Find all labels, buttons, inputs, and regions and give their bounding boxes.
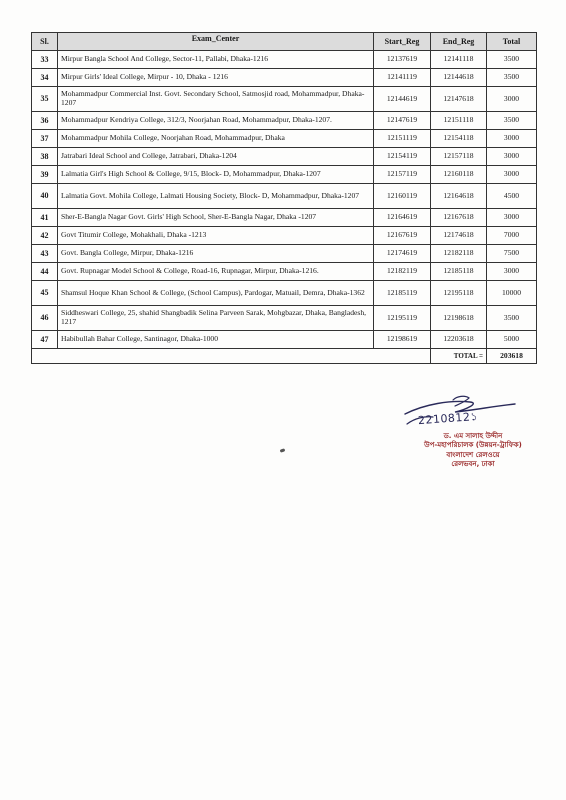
row-end-reg: 12185118: [431, 263, 487, 281]
row-exam-center: Mohammadpur Mohila College, Noorjahan Road, Mohammadpur, Dhaka: [58, 130, 374, 148]
row-end-reg: 12144618: [431, 69, 487, 87]
row-exam-center: Mirpur Bangla School And College, Sector-11, Pallabi, Dhaka-1216: [58, 51, 374, 69]
row-start-reg: 12195119: [374, 306, 431, 331]
row-total: 3500: [487, 51, 537, 69]
official-stamp: [408, 432, 538, 470]
total-spacer: [32, 349, 431, 364]
row-total: 3500: [487, 69, 537, 87]
row-sl: 39: [32, 166, 58, 184]
row-start-reg: 12185119: [374, 281, 431, 306]
stamp-line-org: বাংলাদেশ রেলওয়ে: [446, 450, 500, 459]
row-end-reg: 12164618: [431, 184, 487, 209]
row-sl: 40: [32, 184, 58, 209]
row-start-reg: 12151119: [374, 130, 431, 148]
table-row: [32, 69, 537, 87]
table-header-row: [32, 33, 537, 51]
row-end-reg: 12160118: [431, 166, 487, 184]
row-end-reg: 12167618: [431, 209, 487, 227]
table-row: [32, 184, 537, 209]
row-exam-center: Siddheswari College, 25, shahid Shangbadik Selina Parveen Sarak, Mohgbazar, Dhaka, Bangladesh, 1217: [58, 306, 374, 331]
row-total: 10000: [487, 281, 537, 306]
row-start-reg: 12154119: [374, 148, 431, 166]
row-exam-center: Lalmatia Girl's High School & College, 9/15, Block- D, Mohammadpur, Dhaka-1207: [58, 166, 374, 184]
row-end-reg: 12203618: [431, 331, 487, 349]
row-exam-center: Mohammadpur Commercial Inst. Govt. Secondary School, Satmosjid road, Mohammadpur, Dhaka- 1207: [58, 87, 374, 112]
row-total: 5000: [487, 331, 537, 349]
table-row: [32, 331, 537, 349]
row-total: 3000: [487, 87, 537, 112]
table-row: [32, 263, 537, 281]
table-row: [32, 306, 537, 331]
row-start-reg: 12167619: [374, 227, 431, 245]
row-exam-center: Govt. Bangla College, Mirpur, Dhaka-1216: [58, 245, 374, 263]
row-end-reg: 12174618: [431, 227, 487, 245]
header-total: Total: [487, 33, 537, 51]
signature-date: 2210812১: [417, 409, 479, 428]
row-sl: 37: [32, 130, 58, 148]
row-sl: 43: [32, 245, 58, 263]
row-end-reg: 12151118: [431, 112, 487, 130]
row-start-reg: 12198619: [374, 331, 431, 349]
table-row: [32, 130, 537, 148]
row-start-reg: 12160119: [374, 184, 431, 209]
row-total: 7000: [487, 227, 537, 245]
total-row: [32, 349, 537, 364]
row-total: 3500: [487, 112, 537, 130]
row-end-reg: 12147618: [431, 87, 487, 112]
row-sl: 45: [32, 281, 58, 306]
row-sl: 42: [32, 227, 58, 245]
row-total: 3000: [487, 263, 537, 281]
row-sl: 34: [32, 69, 58, 87]
row-exam-center: Habibullah Bahar College, Santinagor, Dhaka-1000: [58, 331, 374, 349]
row-sl: 47: [32, 331, 58, 349]
row-total: 7500: [487, 245, 537, 263]
scan-speck: [280, 448, 286, 453]
row-start-reg: 12182119: [374, 263, 431, 281]
table-row: [32, 51, 537, 69]
stamp-line-title: উপ-মহাপরিচালক (উন্নয়ন-ট্রাফিক): [424, 441, 522, 450]
exam-center-table: [31, 32, 537, 364]
row-start-reg: 12144619: [374, 87, 431, 112]
row-sl: 36: [32, 112, 58, 130]
stamp-line-address: রেলভবন, ঢাকা: [451, 460, 495, 469]
grand-total-value: 203618: [487, 349, 537, 364]
row-total: 3500: [487, 306, 537, 331]
row-end-reg: 12141118: [431, 51, 487, 69]
row-exam-center: Govt Titumir College, Mohakhali, Dhaka -1213: [58, 227, 374, 245]
row-start-reg: 12137619: [374, 51, 431, 69]
row-start-reg: 12147619: [374, 112, 431, 130]
row-exam-center: Mohammadpur Kendriya College, 312/3, Noorjahan Road, Mohammadpur, Dhaka-1207.: [58, 112, 374, 130]
header-end-reg: End_Reg: [431, 33, 487, 51]
row-exam-center: Shamsul Hoque Khan School & College, (School Campus), Pardogar, Matuail, Demra, Dhaka-1362: [58, 281, 374, 306]
row-end-reg: 12154118: [431, 130, 487, 148]
table-row: [32, 227, 537, 245]
row-exam-center: Govt. Rupnagar Model School & College, Road-16, Rupnagar, Mirpur, Dhaka-1216.: [58, 263, 374, 281]
total-label: TOTAL =: [431, 349, 487, 364]
row-start-reg: 12157119: [374, 166, 431, 184]
row-total: 3000: [487, 209, 537, 227]
header-sl: Sl.: [32, 33, 58, 51]
row-sl: 38: [32, 148, 58, 166]
row-sl: 44: [32, 263, 58, 281]
row-total: 3000: [487, 166, 537, 184]
row-exam-center: Lalmatia Govt. Mohila College, Lalmati Housing Society, Block- D, Mohammadpur, Dhaka-1207: [58, 184, 374, 209]
row-exam-center: Mirpur Girls' Ideal College, Mirpur - 10, Dhaka - 1216: [58, 69, 374, 87]
row-end-reg: 12195118: [431, 281, 487, 306]
row-sl: 33: [32, 51, 58, 69]
row-start-reg: 12141119: [374, 69, 431, 87]
header-exam-center: Exam_Center: [58, 33, 374, 51]
row-exam-center: Sher-E-Bangla Nagar Govt. Girls' High School, Sher-E-Bangla Nagar, Dhaka -1207: [58, 209, 374, 227]
row-end-reg: 12198618: [431, 306, 487, 331]
table-row: [32, 166, 537, 184]
table-row: [32, 87, 537, 112]
table-row: [32, 112, 537, 130]
row-total: 3000: [487, 148, 537, 166]
row-total: 3000: [487, 130, 537, 148]
row-end-reg: 12182118: [431, 245, 487, 263]
row-start-reg: 12174619: [374, 245, 431, 263]
row-end-reg: 12157118: [431, 148, 487, 166]
table-row: [32, 209, 537, 227]
row-total: 4500: [487, 184, 537, 209]
table-body: [32, 51, 537, 349]
row-sl: 46: [32, 306, 58, 331]
row-sl: 41: [32, 209, 58, 227]
table-row: [32, 281, 537, 306]
table-row: [32, 148, 537, 166]
table-row: [32, 245, 537, 263]
row-start-reg: 12164619: [374, 209, 431, 227]
row-exam-center: Jatrabari Ideal School and College, Jatrabari, Dhaka-1204: [58, 148, 374, 166]
header-start-reg: Start_Reg: [374, 33, 431, 51]
stamp-line-name: ড. এম সালাহ উদ্দীন: [443, 432, 503, 440]
row-sl: 35: [32, 87, 58, 112]
